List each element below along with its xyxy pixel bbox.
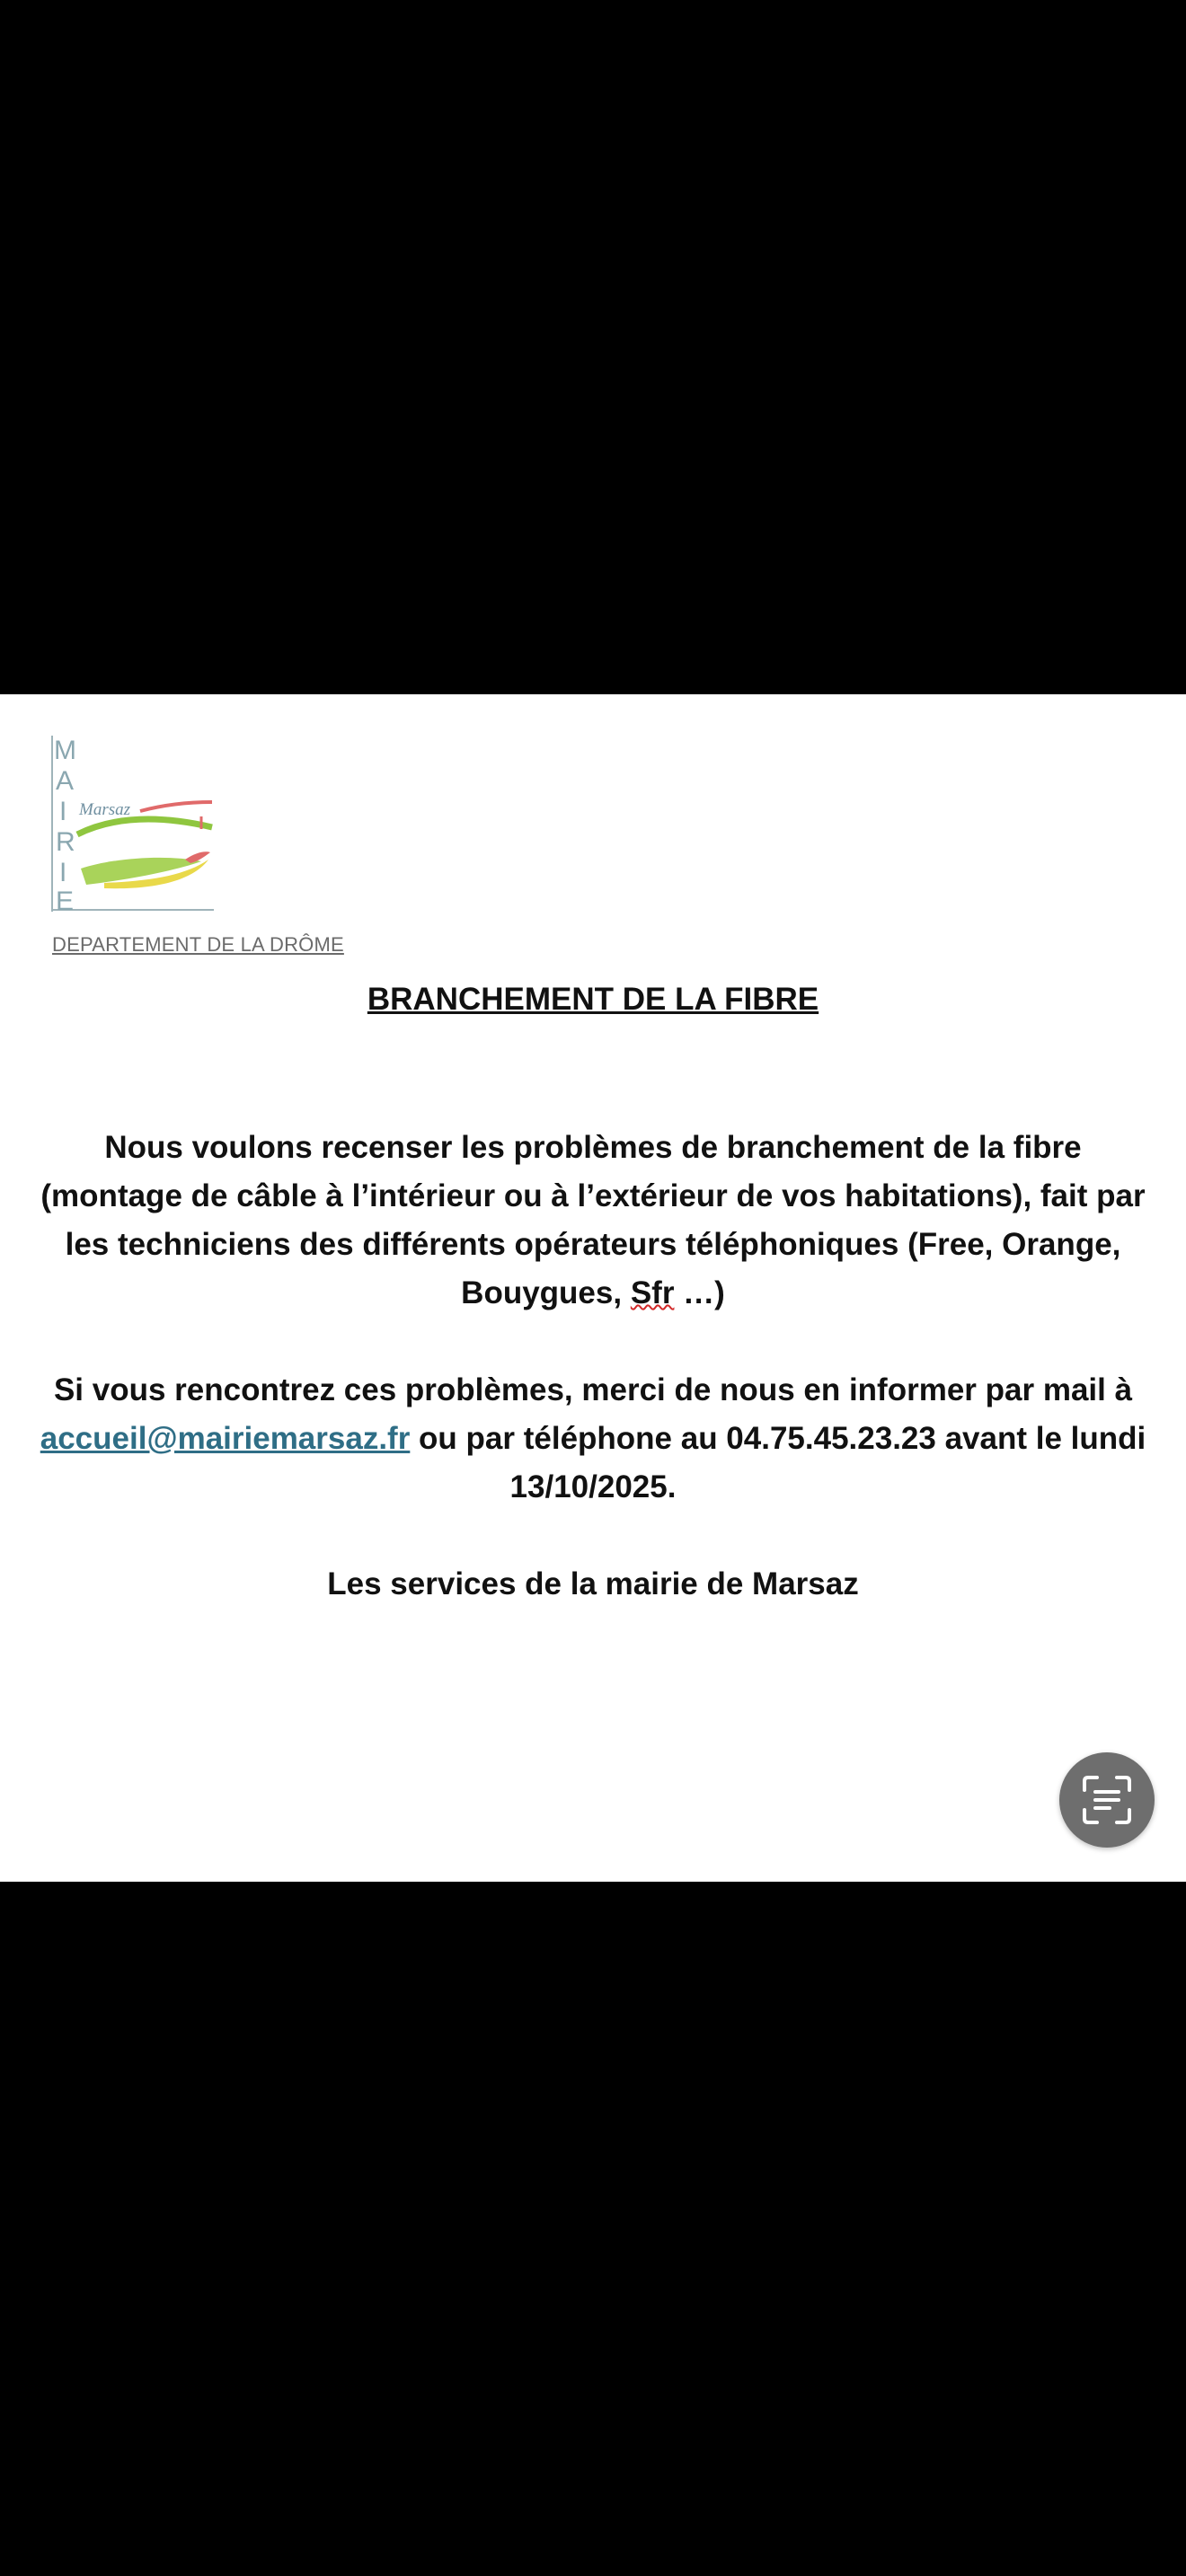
logo-name: Marsaz — [79, 800, 131, 819]
department-label: DEPARTEMENT DE LA DRÔME — [52, 933, 344, 956]
logo-letter-i: I — [59, 797, 67, 826]
signature: Les services de la mairie de Marsaz — [327, 1566, 859, 1601]
document-page — [0, 694, 1186, 1882]
text-scan-button[interactable] — [1059, 1752, 1155, 1848]
mairie-logo — [50, 736, 216, 912]
logo-letter-r: R — [56, 827, 75, 857]
paragraph-intro-end: …) — [674, 1275, 725, 1310]
paragraph-contact-text: Si vous rencontrez ces problèmes, merci de nous en informer par mail à — [53, 1372, 1133, 1407]
paragraph-contact — [36, 1366, 1150, 1512]
logo-letter-e: E — [56, 887, 75, 912]
paragraph-intro-text: Nous voulons recenser les problèmes de branchement de la fibre (montage de câble à l’intérieur ou à l’extérieur de vos habitations), fait par les techniciens des différents opérateurs téléphoniques (Free, Orange, Bouygues, — [40, 1130, 1146, 1310]
spellcheck-flagged-word: Sfr — [630, 1275, 675, 1310]
paragraph-contact-end: ou par téléphone au 04.75.45.23.23 avant le lundi 13/10/2025. — [410, 1421, 1146, 1504]
logo-letter-a: A — [56, 766, 75, 796]
logo-letter-i2: I — [59, 858, 67, 887]
logo-letter-m: M — [54, 736, 76, 765]
text-scan-icon — [1079, 1772, 1135, 1828]
mairie-logo-graphic — [50, 736, 216, 912]
document-title: BRANCHEMENT DE LA FIBRE — [367, 982, 819, 1017]
paragraph-intro — [36, 1124, 1150, 1318]
email-link[interactable]: accueil@mairiemarsaz.fr — [40, 1421, 411, 1456]
